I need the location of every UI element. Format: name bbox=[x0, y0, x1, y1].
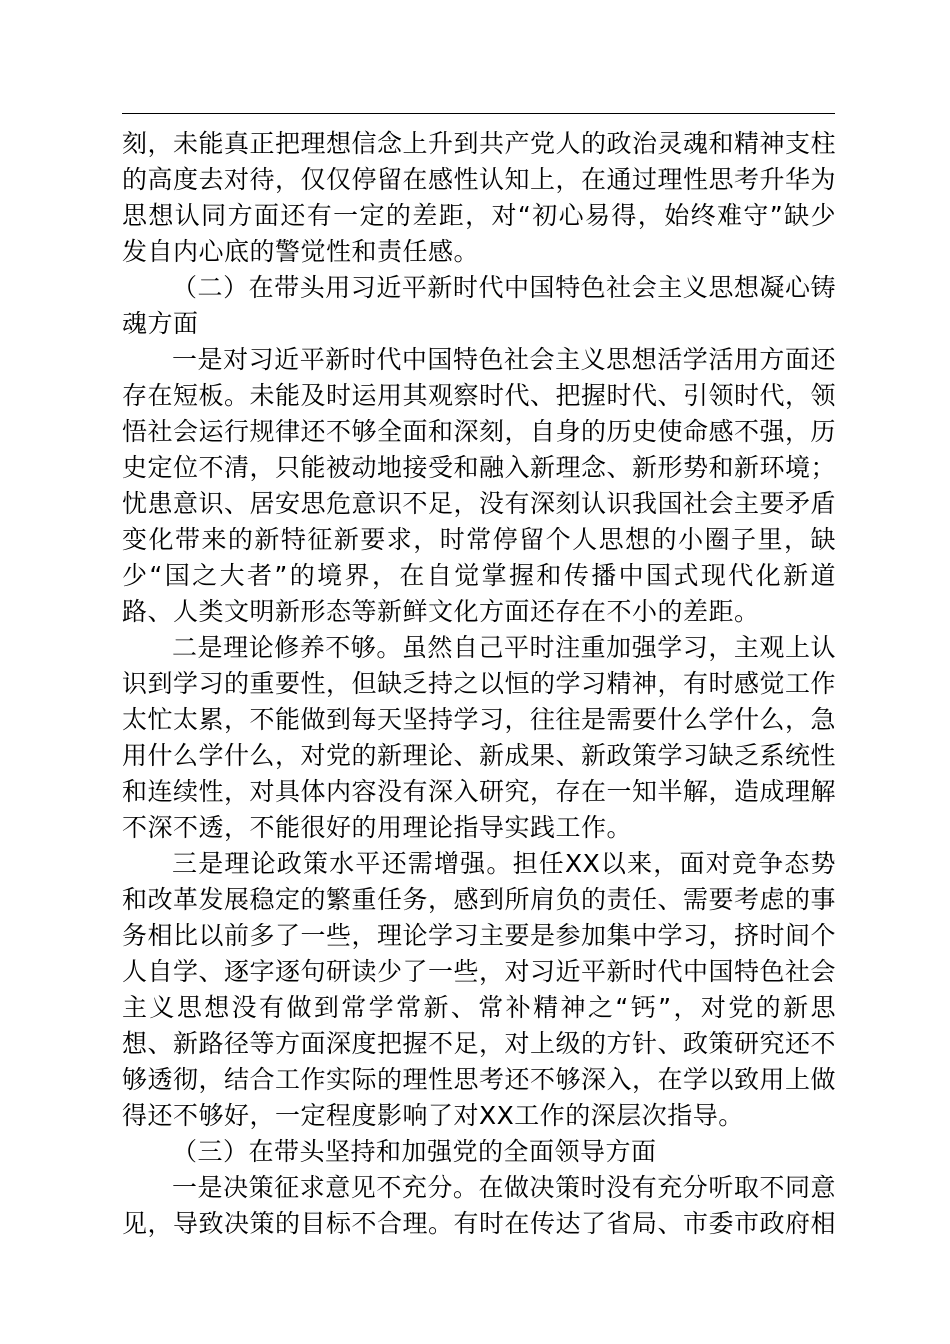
body-paragraph: 三是理论政策水平还需增强。担任XX以来，面对竞争态势和改革发展稳定的繁重任务，感到所肩负的责任、需要考虑的事务相比以前多了一些，理论学习主要是参加集中学习，挤时间个人自学、逐字逐句研读少了一些，对习近平新时代中国特色社会主义思想没有做到常学常新、常补精神之“钙”，对党的新思想、新路径等方面深度把握不足，对上级的方针、政策研究还不够透彻，结合工作实际的理性思考还不够深入，在学以致用上做得还不够好，一定程度影响了对XX工作的深层次指导。 bbox=[122, 849, 837, 1130]
document-body bbox=[122, 126, 836, 1242]
section-heading-2: （二）在带头用习近平新时代中国特色社会主义思想凝心铸魂方面 bbox=[122, 273, 836, 338]
continuation-paragraph: 刻，未能真正把理想信念上升到共产党人的政治灵魂和精神支柱的高度去对待，仅仅停留在感性认知上，在通过理性思考升华为思想认同方面还有一定的差距，对“初心易得，始终难守”缺少发自内心底的警觉性和责任感。 bbox=[122, 129, 837, 266]
body-paragraph: 一是决策征求意见不充分。在做决策时没有充分听取不同意见，导致决策的目标不合理。有时在传达了省局、市委市政府相 bbox=[122, 1173, 837, 1238]
header-divider bbox=[122, 113, 835, 114]
body-paragraph: 一是对习近平新时代中国特色社会主义思想活学活用方面还存在短板。未能及时运用其观察时代、把握时代、引领时代，领悟社会运行规律还不够全面和深刻，自身的历史使命感不强，历史定位不清，只能被动地接受和融入新理念、新形势和新环境；忧患意识、居安思危意识不足，没有深刻认识我国社会主要矛盾变化带来的新特征新要求，时常停留个人思想的小圈子里，缺少“国之大者”的境界，在自觉掌握和传播中国式现代化新道路、人类文明新形态等新鲜文化方面还存在不小的差距。 bbox=[122, 345, 837, 626]
section-heading-3: （三）在带头坚持和加强党的全面领导方面 bbox=[172, 1137, 657, 1166]
body-paragraph: 二是理论修养不够。虽然自己平时注重加强学习，主观上认识到学习的重要性，但缺乏持之以恒的学习精神，有时感觉工作太忙太累，不能做到每天坚持学习，往往是需要什么学什么，急用什么学什么，对党的新理论、新成果、新政策学习缺乏系统性和连续性，对具体内容没有深入研究，存在一知半解，造成理解不深不透，不能很好的用理论指导实践工作。 bbox=[122, 633, 837, 842]
